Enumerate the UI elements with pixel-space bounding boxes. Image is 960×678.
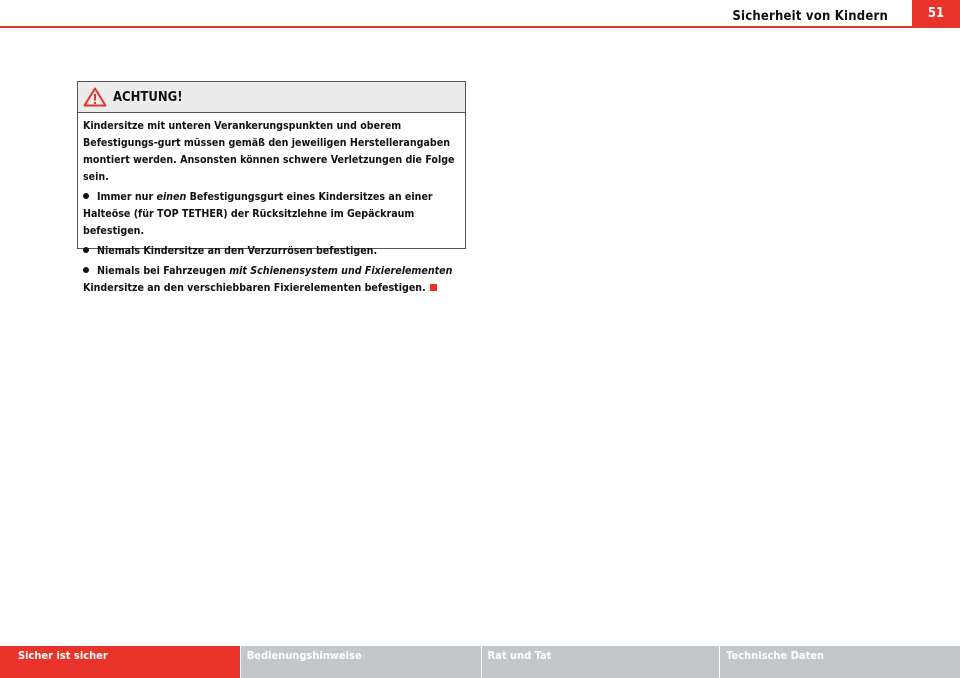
warning-intro: Kindersitze mit unteren Verankerungspunkten und oberem Befestigungs-gurt müssen gemäß den jeweiligen Herstellerangaben montiert werden. Ansonsten können schwere Verletzungen die Folge sein. (83, 120, 455, 183)
footer-tab-bedienungshinweise[interactable]: Bedienungshinweise (241, 646, 481, 678)
page-number: 51 (912, 0, 960, 26)
warning-bullet (83, 243, 461, 260)
bullet-text: Niemals Kindersitze an den Verzurrösen befestigen. (97, 245, 378, 257)
footer-tab-sicher-ist-sicher[interactable]: Sicher ist sicher (0, 646, 240, 678)
bullet-icon (83, 267, 89, 273)
warning-triangle-icon (83, 87, 107, 107)
footer-tab-rat-und-tat[interactable]: Rat und Tat (482, 646, 720, 678)
warning-bullet (83, 263, 461, 297)
bullet-emphasis: mit Schienensystem und Fixierelementen (229, 265, 453, 277)
bullet-text: Befestigungsgurt eines Kindersitzes an einer Halteöse (für TOP TETHER) der Rücksitzlehne im Gepäckraum befestigen. (83, 191, 433, 237)
bullet-icon (83, 193, 89, 199)
bullet-emphasis: einen (156, 191, 187, 203)
warning-bullet (83, 189, 461, 240)
warning-header (78, 82, 465, 113)
bullet-text: Kindersitze an den verschiebbaren Fixierelementen befestigen. (83, 282, 426, 294)
bullet-icon (83, 247, 89, 253)
page-header-title: Sicherheit von Kindern (732, 9, 888, 24)
warning-body (78, 113, 465, 297)
end-of-section-icon (430, 284, 437, 291)
bullet-text: Niemals bei Fahrzeugen (97, 265, 230, 277)
footer-tab-technische-daten[interactable]: Technische Daten (720, 646, 960, 678)
bullet-text: Immer nur (97, 191, 157, 203)
footer-nav (0, 646, 960, 678)
header-divider (0, 26, 960, 28)
warning-box (77, 81, 466, 294)
warning-title: ACHTUNG! (113, 89, 183, 105)
